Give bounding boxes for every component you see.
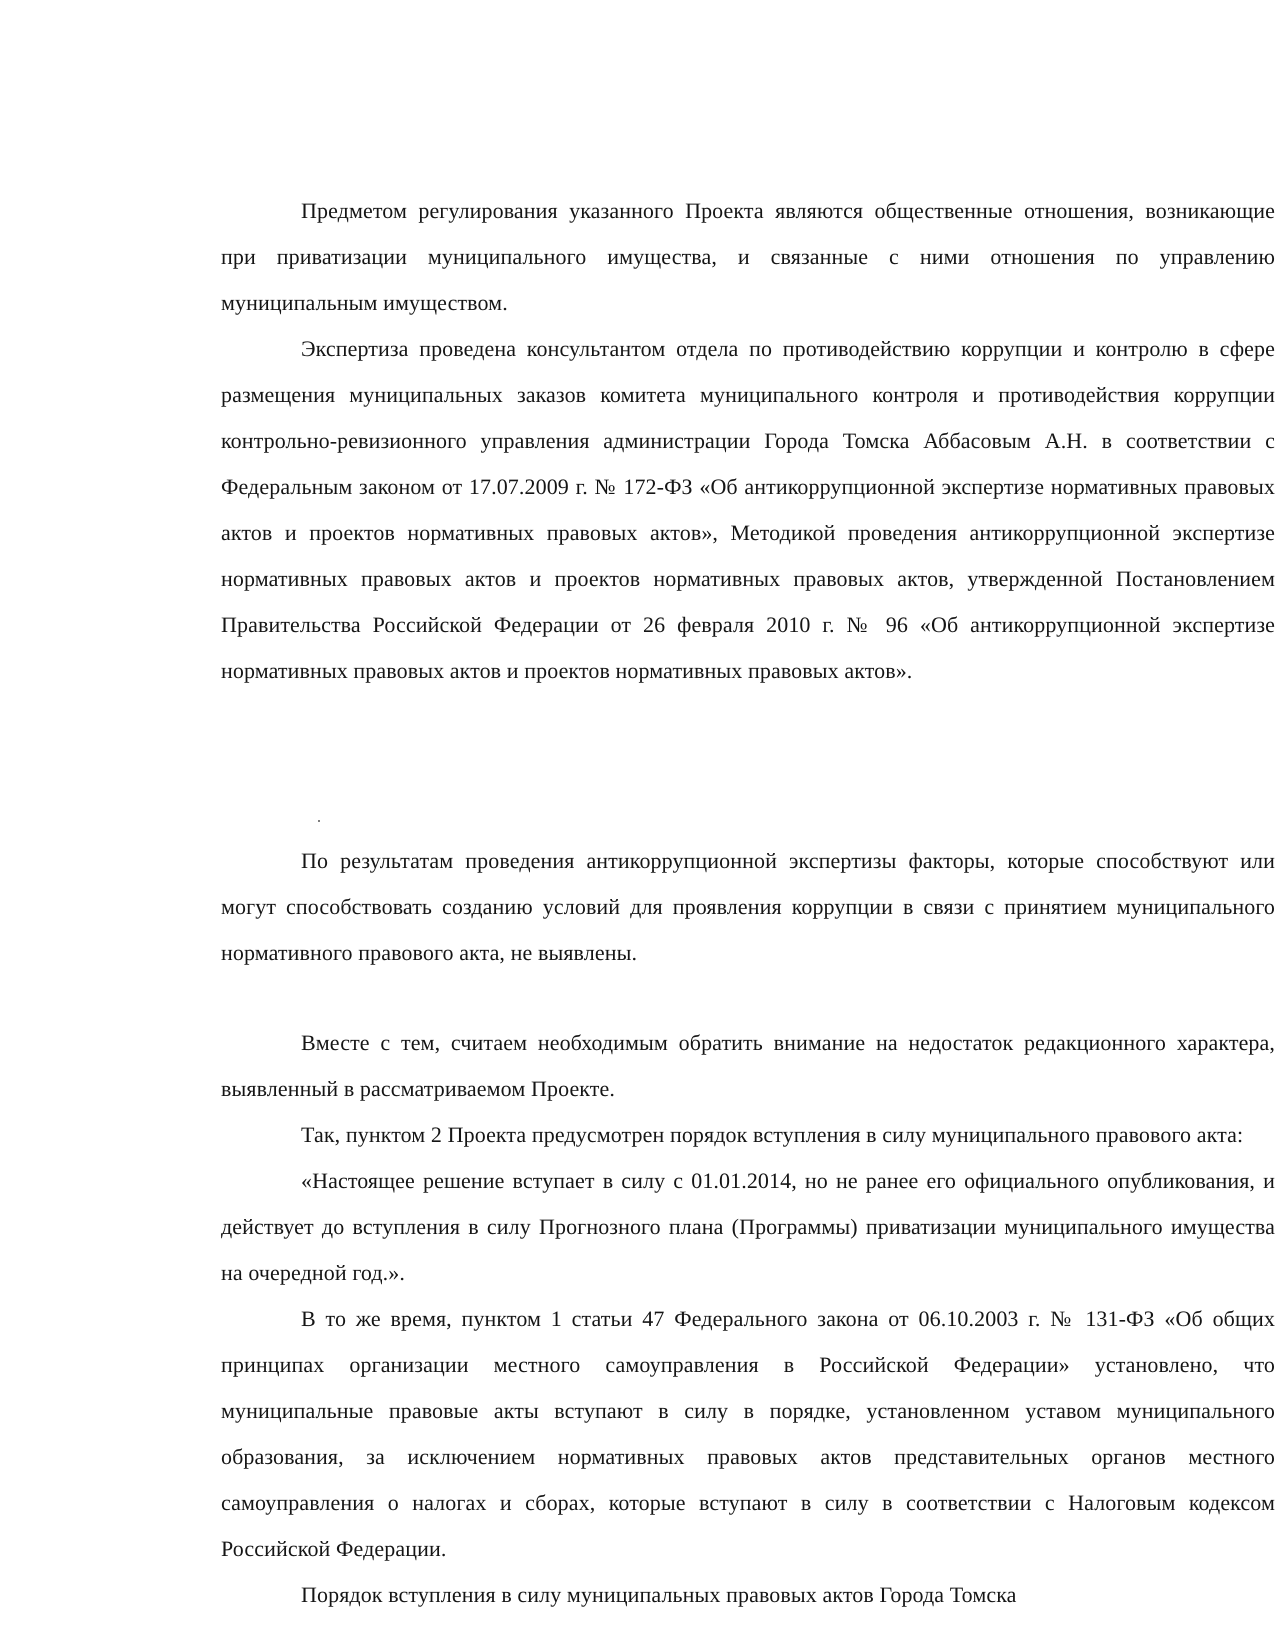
paragraph-procedure: Порядок вступления в силу муниципальных правовых актов Города Томска: [301, 1582, 1017, 1607]
paragraph-remark-intro: Вместе с тем, считаем необходимым обратить внимание на недостаток редакционного характера, выявленный в рассматриваемом Проекте.: [221, 1030, 1275, 1101]
paragraph-expertise: Экспертиза проведена консультантом отдела по противодействию коррупции и контролю в сфере размещения муниципальных заказов комитета муниципального контроля и противодействия коррупции контрольно-ревизионного управления администрации Города Томска Аббасовым А.Н. в соответствии с Федеральным законом от 17.07.2009 г. № 172-ФЗ «Об антикоррупционной экспертизе нормативных правовых актов и проектов нормативных правовых актов», Методикой проведения антикоррупционной экспертизе нормативных правовых актов и проектов нормативных правовых актов, утвержденной Постановлением Правительства Российской Федерации от 26 февраля 2010 г. № 96 «Об антикоррупционной экспертизе нормативных правовых актов и проектов нормативных правовых актов».: [221, 336, 1275, 683]
text-section-results: [221, 838, 1275, 976]
text-section-remarks: [221, 1020, 1275, 1618]
scan-speck: [318, 820, 320, 822]
paragraph-subject: Предметом регулирования указанного Проекта являются общественные отношения, возникающие при приватизации муниципального имущества, и связанные с ними отношения по управлению муниципальным имуществом.: [221, 198, 1275, 315]
paragraph-quote: «Настоящее решение вступает в силу с 01.01.2014, но не ранее его официального опубликования, и действует до вступления в силу Прогнозного плана (Программы) приватизации муниципального имущества на очередной год.».: [221, 1168, 1275, 1285]
paragraph-clause-2: Так, пунктом 2 Проекта предусмотрен порядок вступления в силу муниципального правового акта:: [301, 1122, 1244, 1147]
paragraph-results: По результатам проведения антикоррупционной экспертизы факторы, которые способствуют или могут способствовать созданию условий для проявления коррупции в связи с принятием муниципального нормативного правового акта, не выявлены.: [221, 848, 1275, 965]
paragraph-federal-law: В то же время, пунктом 1 статьи 47 Федерального закона от 06.10.2003 г. № 131-ФЗ «Об общих принципах организации местного самоуправления в Российской Федерации» установлено, что муниципальные правовые акты вступают в силу в порядке, установленном уставом муниципального образования, за исключением нормативных правовых актов представительных органов местного самоуправления о налогах и сборах, которые вступают в силу в соответствии с Налоговым кодексом Российской Федерации.: [221, 1306, 1275, 1561]
text-section-intro: [221, 188, 1275, 694]
